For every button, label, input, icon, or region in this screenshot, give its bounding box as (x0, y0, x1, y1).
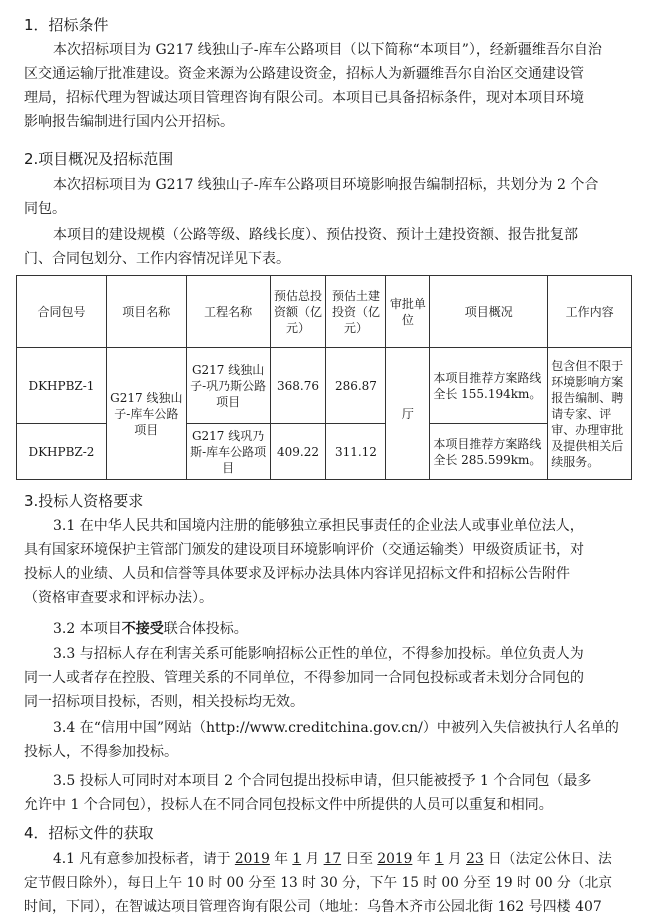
cell-contract-no: DKHPBZ-1 (17, 348, 107, 424)
date-month-start: 1 (292, 851, 302, 867)
section-3-3-paragraph (24, 642, 620, 714)
table-header-row (17, 276, 632, 348)
text-line: 具有国家环境保护主管部门颁发的建设项目环境影响评价（交通运输类）甲级资质证书，对 (24, 542, 584, 558)
text-run: 日（法定公休日、法 (483, 851, 612, 867)
text-line: 3.3 与招标人存在利害关系可能影响招标公正性的单位，不得参加投标。单位负责人为 (53, 646, 584, 662)
section-2-paragraph-1 (24, 173, 620, 221)
cell-civil-investment: 286.87 (326, 348, 386, 424)
date-year-end: 2019 (377, 851, 413, 867)
text-line: （资格审查要求和评标办法）。 (24, 590, 213, 606)
text-run: 年 (412, 851, 435, 867)
text-run: 日至 (341, 851, 378, 867)
text-run: 联合体投标。 (163, 621, 248, 637)
text-run: 月 (443, 851, 467, 867)
text-line: 同包。 (24, 201, 66, 217)
cell-overview: 本项目推荐方案路线全长 285.599km。 (430, 424, 548, 480)
cell-total-investment: 409.22 (270, 424, 326, 480)
text-line: 同一招标项目投标，否则，相关投标均无效。 (24, 694, 304, 710)
section-1-heading: 1．招标条件 (24, 16, 109, 34)
date-month-end: 1 (434, 851, 444, 867)
header-contract-no: 合同包号 (17, 276, 107, 348)
section-3-1-paragraph (24, 514, 620, 610)
date-day-start: 17 (323, 851, 342, 867)
date-day-end: 23 (466, 851, 484, 867)
cell-civil-investment: 311.12 (326, 424, 386, 480)
cell-work-name: G217 线巩乃斯-库车公路项目 (186, 424, 270, 480)
text-line: 本次招标项目为 G217 线独山子-库车公路项目（以下简称“本项目”），经新疆维吾尔自治 (53, 42, 602, 58)
text-line (24, 847, 620, 871)
header-work-content: 工作内容 (548, 276, 632, 348)
text-run: 3.2 本项目 (53, 621, 122, 637)
cell-work-name: G217 线独山子-巩乃斯公路项目 (186, 348, 270, 424)
date-year-start: 2019 (234, 851, 270, 867)
header-total-investment: 预估总投资额（亿元） (270, 276, 326, 348)
section-2-heading: 2.项目概况及招标范围 (24, 150, 174, 168)
text-line: 时间，下同），在智诚达项目管理咨询有限公司（地址：乌鲁木齐市公园北街 162 号四楼 407 (24, 899, 602, 915)
cell-total-investment: 368.76 (270, 348, 326, 424)
header-overview: 项目概况 (430, 276, 548, 348)
section-2-paragraph-2 (24, 223, 620, 271)
cell-overview: 本项目推荐方案路线全长 155.194km。 (430, 348, 548, 424)
section-3-2-paragraph (24, 617, 620, 641)
text-line (24, 617, 620, 641)
text-line: 投标人的业绩、人员和信誉等具体要求及评标办法具体内容详见招标文件和招标公告附件 (24, 566, 570, 582)
text-line: 3.5 投标人可同时对本项目 2 个合同包提出投标申请，但只能被授予 1 个合同包（最多 (53, 773, 592, 789)
cell-project-name: G217 线独山子-库车公路项目 (106, 348, 186, 480)
emphasis-text: 不接受 (121, 621, 164, 637)
tender-table (16, 275, 632, 480)
text-line: 影响报告编制进行国内公开招标。 (24, 114, 234, 130)
header-work-name: 工程名称 (186, 276, 270, 348)
text-line: 门、合同包划分、工作内容情况详见下表。 (24, 251, 290, 267)
cell-approval-unit: 厅 (386, 348, 430, 480)
header-civil-investment: 预估土建投资（亿元） (326, 276, 386, 348)
section-1-paragraph (24, 38, 620, 134)
text-line: 区交通运输厅批准建设。资金来源为公路建设资金，招标人为新疆维吾尔自治区交通建设管 (24, 66, 584, 82)
section-3-4-paragraph (24, 716, 620, 764)
text-run: 月 (301, 851, 324, 867)
section-3-heading: 3.投标人资格要求 (24, 492, 144, 510)
section-4-1-paragraph (24, 847, 620, 919)
text-line: 理局，招标代理为智诚达项目管理咨询有限公司。本项目已具备招标条件，现对本项目环境 (24, 90, 584, 106)
text-line: 定节假日除外），每日上午 10 时 00 分至 13 时 30 分，下午 15 时 00 分至 19 时 00 分（北京 (24, 875, 613, 891)
text-line: 同一人或者存在控股、管理关系的不同单位，不得参加同一合同包投标或者未划分合同包的 (24, 670, 584, 686)
text-line: 允许中 1 个合同包），投标人在不同合同包投标文件中所提供的人员可以重复和相同。 (24, 797, 553, 813)
text-line: 投标人，不得参加投标。 (24, 744, 178, 760)
cell-contract-no: DKHPBZ-2 (17, 424, 107, 480)
text-line: 3.1 在中华人民共和国境内注册的能够独立承担民事责任的企业法人或事业单位法人， (53, 518, 584, 534)
text-run: 年 (269, 851, 293, 867)
text-line: 3.4 在“信用中国”网站（http://www.creditchina.gov.cn/）中被列入失信被执行人名单的 (53, 720, 619, 736)
text-line: 本次招标项目为 G217 线独山子-库车公路项目环境影响报告编制招标，共划分为 2 个合 (53, 177, 599, 193)
section-4-heading: 4．招标文件的获取 (24, 824, 154, 842)
text-run: 4.1 凡有意参加投标者，请于 (53, 851, 235, 867)
text-line: 本项目的建设规模（公路等级、路线长度）、预估投资、预计土建投资额、报告批复部 (53, 227, 578, 243)
section-3-5-paragraph (24, 769, 620, 817)
table-row (17, 348, 632, 424)
header-project-name: 项目名称 (106, 276, 186, 348)
cell-work-content: 包含但不限于环境影响方案报告编制、聘请专家、评审、办理审批及提供相关后续服务。 (548, 348, 632, 480)
header-approval-unit: 审批单位 (386, 276, 430, 348)
